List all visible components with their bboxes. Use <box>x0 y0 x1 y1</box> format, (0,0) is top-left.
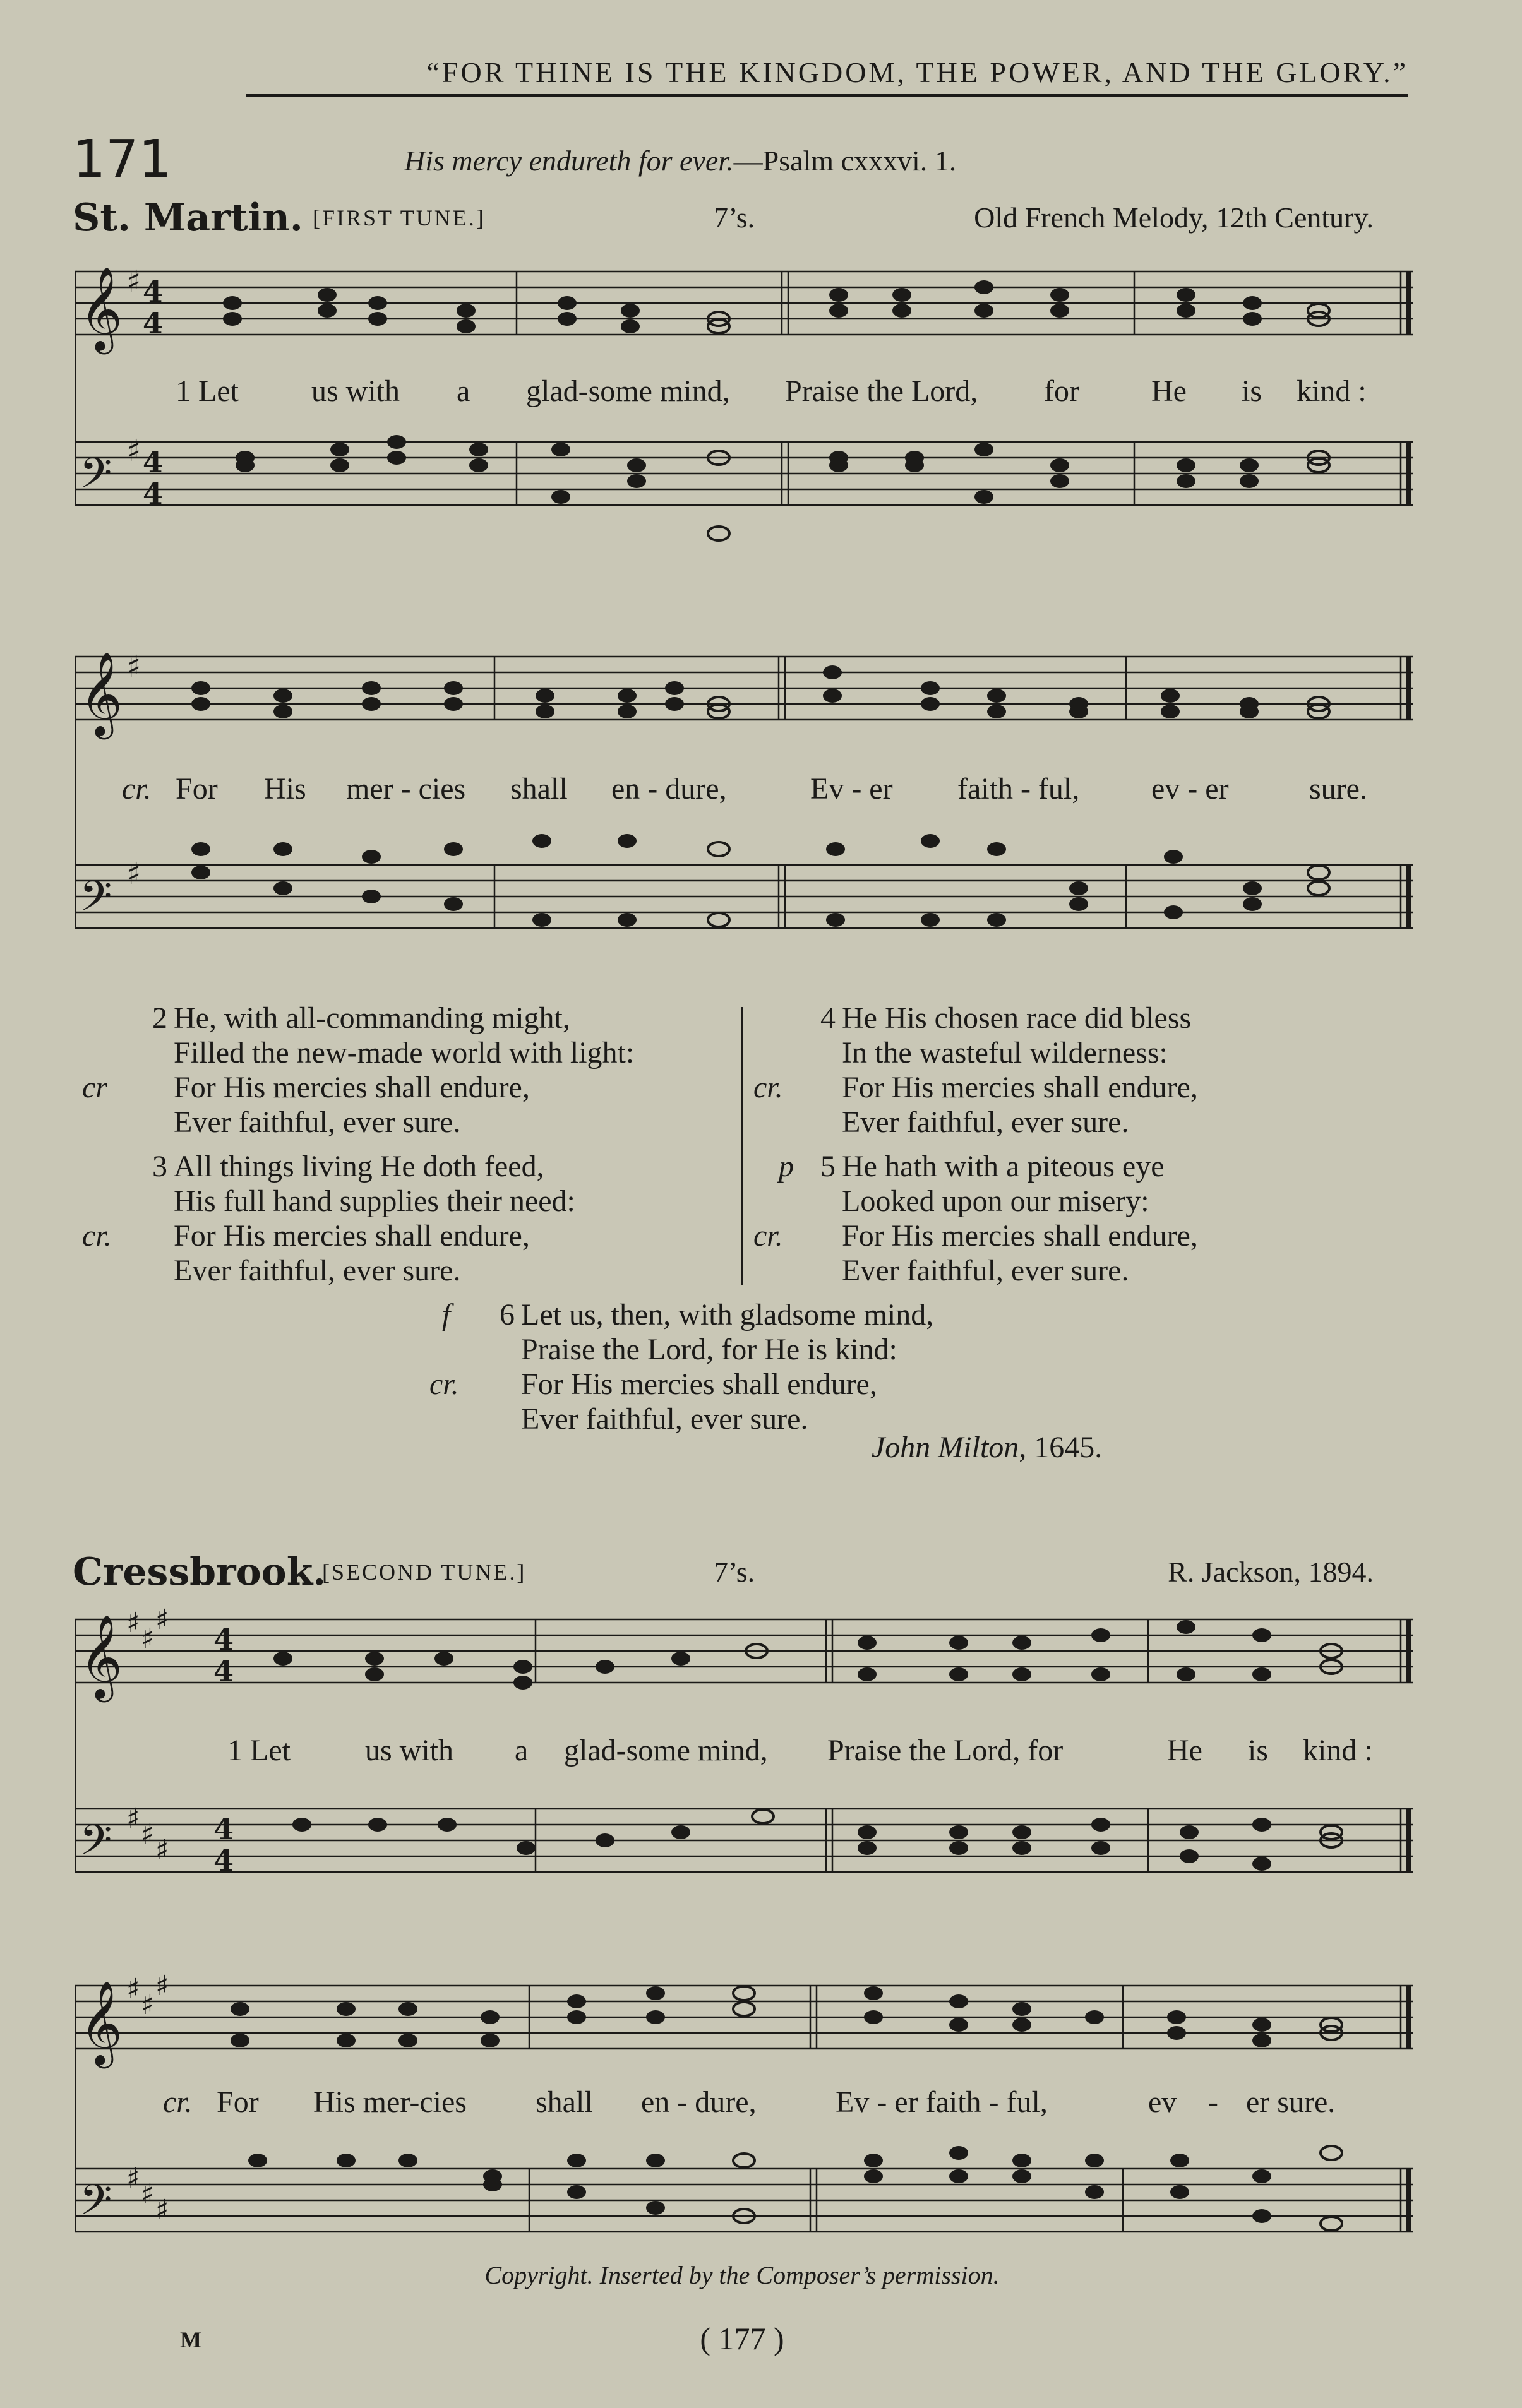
attribution <box>872 1430 1102 1465</box>
hymn-number: 171 <box>73 129 172 189</box>
dynamic-mark: cr. <box>429 1368 459 1401</box>
verse-line: Let us, then, with gladsome mind, <box>521 1298 934 1332</box>
verse-line: Praise the Lord, for He is kind: <box>521 1333 897 1366</box>
tune2-name: Cressbrook. <box>73 1550 327 1594</box>
svg-text:♯: ♯ <box>141 1623 155 1655</box>
verse-line: He hath with a piteous eye <box>842 1150 1165 1183</box>
verse-line: Ever faithful, ever sure. <box>521 1402 808 1436</box>
svg-text:𝄞: 𝄞 <box>80 1981 123 2065</box>
lyric-syllable: er sure. <box>1246 2085 1336 2119</box>
lyric-syllable: a <box>457 374 470 408</box>
svg-text:♯: ♯ <box>126 2162 140 2195</box>
lyric-syllable: glad-some mind, <box>526 374 730 408</box>
verse-line: For His mercies shall endure, <box>174 1219 530 1253</box>
verse-4 <box>753 1001 1198 1140</box>
dynamic-mark: cr. <box>753 1071 783 1104</box>
verse-line: For His mercies shall endure, <box>842 1071 1198 1104</box>
tune1-name: St. Martin. <box>73 196 303 240</box>
music-notation <box>75 253 1413 581</box>
lyric-syllable: His mer-cies <box>313 2085 467 2119</box>
lyric-syllable: shall <box>536 2085 593 2119</box>
svg-text:𝄢: 𝄢 <box>80 2176 112 2234</box>
svg-text:𝄢: 𝄢 <box>80 449 112 508</box>
lyric-syllable: His <box>264 772 306 806</box>
svg-text:𝄞: 𝄞 <box>80 652 123 736</box>
verse-line: In the wasteful wilderness: <box>842 1036 1168 1070</box>
svg-text:♯: ♯ <box>126 1803 140 1835</box>
column-divider <box>741 1007 743 1285</box>
svg-text:♯: ♯ <box>155 2194 169 2226</box>
epigraph <box>404 144 956 177</box>
svg-text:4: 4 <box>143 477 164 511</box>
verse-number: 4 <box>820 1001 836 1035</box>
tune2-meter: 7’s. <box>714 1556 755 1588</box>
svg-text:♯: ♯ <box>126 1607 140 1639</box>
svg-text:𝄞: 𝄞 <box>80 1614 123 1699</box>
svg-text:4: 4 <box>143 445 164 479</box>
dynamic-mark: cr <box>82 1071 107 1104</box>
svg-text:♯: ♯ <box>126 856 141 891</box>
tune1-system-1 <box>75 253 1413 581</box>
verse-line: Ever faithful, ever sure. <box>174 1254 461 1287</box>
verse-line: Ever faithful, ever sure. <box>174 1106 461 1139</box>
verse-2 <box>82 1001 635 1140</box>
dynamic-mark: cr. <box>82 1219 112 1253</box>
svg-text:𝄢: 𝄢 <box>80 1816 112 1875</box>
svg-text:4: 4 <box>213 1654 234 1688</box>
lyric-syllable: is <box>1248 1734 1269 1767</box>
hymn-verses <box>76 994 1402 1474</box>
tune2-composer: R. Jackson, 1894. <box>1168 1556 1374 1588</box>
tune1-lyrics-line-2 <box>75 772 1413 809</box>
tune2-lyrics-line-2 <box>75 2085 1413 2123</box>
verse-line: All things living He doth feed, <box>174 1150 544 1183</box>
dynamic-mark: cr. <box>163 2085 193 2119</box>
lyric-syllable: en - dure, <box>611 772 727 806</box>
svg-text:♯: ♯ <box>155 1970 169 2002</box>
lyric-syllable: glad-some mind, <box>564 1734 768 1767</box>
tune1-label: [FIRST TUNE.] <box>313 205 486 230</box>
verse-3 <box>82 1149 575 1288</box>
lyric-syllable: for <box>1044 374 1079 408</box>
svg-text:4: 4 <box>143 306 164 340</box>
verse-line: For His mercies shall endure, <box>521 1368 877 1401</box>
svg-text:♯: ♯ <box>126 1973 140 2005</box>
lyric-syllable: kind : <box>1297 374 1367 408</box>
verse-number: 2 <box>152 1001 167 1035</box>
dynamic-mark: cr. <box>753 1219 783 1253</box>
lyric-syllable: ev - er <box>1151 772 1229 806</box>
lyric-syllable: Ev - er faith - ful, <box>836 2085 1048 2119</box>
page-number: ( 177 ) <box>700 2321 784 2356</box>
svg-text:4: 4 <box>213 1812 234 1846</box>
svg-text:♯: ♯ <box>141 1989 155 2021</box>
verse-number: 6 <box>500 1298 515 1332</box>
lyric-syllable: 1 Let <box>176 374 239 408</box>
verse-line: He, with all-commanding might, <box>174 1001 570 1035</box>
verse-line: Filled the new-made world with light: <box>174 1036 635 1070</box>
svg-text:𝄢: 𝄢 <box>80 872 112 931</box>
lyric-syllable: For <box>217 2085 259 2119</box>
verse-line: He His chosen race did bless <box>842 1001 1192 1035</box>
svg-text:♯: ♯ <box>126 264 141 299</box>
svg-text:♯: ♯ <box>155 1834 169 1866</box>
lyric-syllable: He <box>1151 374 1187 408</box>
svg-text:♯: ♯ <box>141 1818 155 1851</box>
signature-mark: M <box>180 2327 201 2352</box>
epigraph-text: His mercy endureth for ever. <box>404 145 734 177</box>
copyright-note: Copyright. Inserted by the Composer’s permission. <box>484 2261 1000 2289</box>
tune2-header <box>73 1550 1374 1600</box>
tune1-header <box>73 196 1374 246</box>
lyric-syllable: kind : <box>1303 1734 1373 1767</box>
verse-5 <box>753 1149 1198 1288</box>
tune1-lyrics-line-1 <box>75 374 1413 412</box>
lyric-syllable: He <box>1167 1734 1202 1767</box>
svg-text:♯: ♯ <box>155 1604 169 1636</box>
verse-line: His full hand supplies their need: <box>174 1184 575 1218</box>
verse-line: Ever faithful, ever sure. <box>842 1106 1129 1139</box>
poet-name: John Milton <box>872 1431 1019 1464</box>
verse-line: For His mercies shall endure, <box>174 1071 530 1104</box>
dynamic-mark: cr. <box>122 772 152 806</box>
lyric-syllable: en - dure, <box>641 2085 757 2119</box>
verse-line: Looked upon our misery: <box>842 1184 1149 1218</box>
lyric-syllable: For <box>176 772 218 806</box>
lyric-syllable: - <box>1208 2085 1218 2119</box>
lyric-syllable: sure. <box>1309 772 1367 806</box>
lyric-syllable: is <box>1242 374 1262 408</box>
lyric-syllable: Ev - er <box>810 772 893 806</box>
dynamic-mark: p <box>779 1150 794 1183</box>
svg-text:♯: ♯ <box>126 649 141 684</box>
lyric-syllable: ev <box>1148 2085 1177 2119</box>
epigraph-reference: —Psalm cxxxvi. 1. <box>733 145 957 177</box>
lyric-syllable: us with <box>311 374 400 408</box>
lyric-syllable: us with <box>365 1734 454 1767</box>
tune1-composer: Old French Melody, 12th Century. <box>974 201 1374 234</box>
tune2-lyrics-line-1 <box>75 1733 1413 1771</box>
dynamic-mark: f <box>442 1298 451 1332</box>
verse-number: 3 <box>152 1150 167 1183</box>
tune2-label: [SECOND TUNE.] <box>322 1559 527 1585</box>
svg-text:𝄞: 𝄞 <box>80 266 123 351</box>
verse-line: Ever faithful, ever sure. <box>842 1254 1129 1287</box>
lyric-syllable: a <box>515 1734 529 1767</box>
lyric-syllable: mer - cies <box>346 772 466 806</box>
verse-line: For His mercies shall endure, <box>842 1219 1198 1253</box>
tune1-meter: 7’s. <box>714 201 755 234</box>
svg-text:♯: ♯ <box>141 2178 155 2210</box>
lyric-syllable: 1 Let <box>227 1734 291 1767</box>
lyric-syllable: Praise the Lord, <box>785 374 978 408</box>
verse-number: 5 <box>820 1150 836 1183</box>
lyric-syllable: faith - ful, <box>957 772 1080 806</box>
svg-text:4: 4 <box>143 275 164 309</box>
running-head: “FOR THINE IS THE KINGDOM, THE POWER, AND THE GLORY.” <box>246 56 1408 97</box>
svg-text:♯: ♯ <box>126 433 141 468</box>
verse-6 <box>429 1297 934 1436</box>
lyric-syllable: shall <box>510 772 568 806</box>
poet-year: , 1645. <box>1019 1431 1103 1464</box>
svg-text:4: 4 <box>213 1623 234 1657</box>
svg-text:4: 4 <box>213 1844 234 1878</box>
lyric-syllable: Praise the Lord, for <box>827 1734 1064 1767</box>
